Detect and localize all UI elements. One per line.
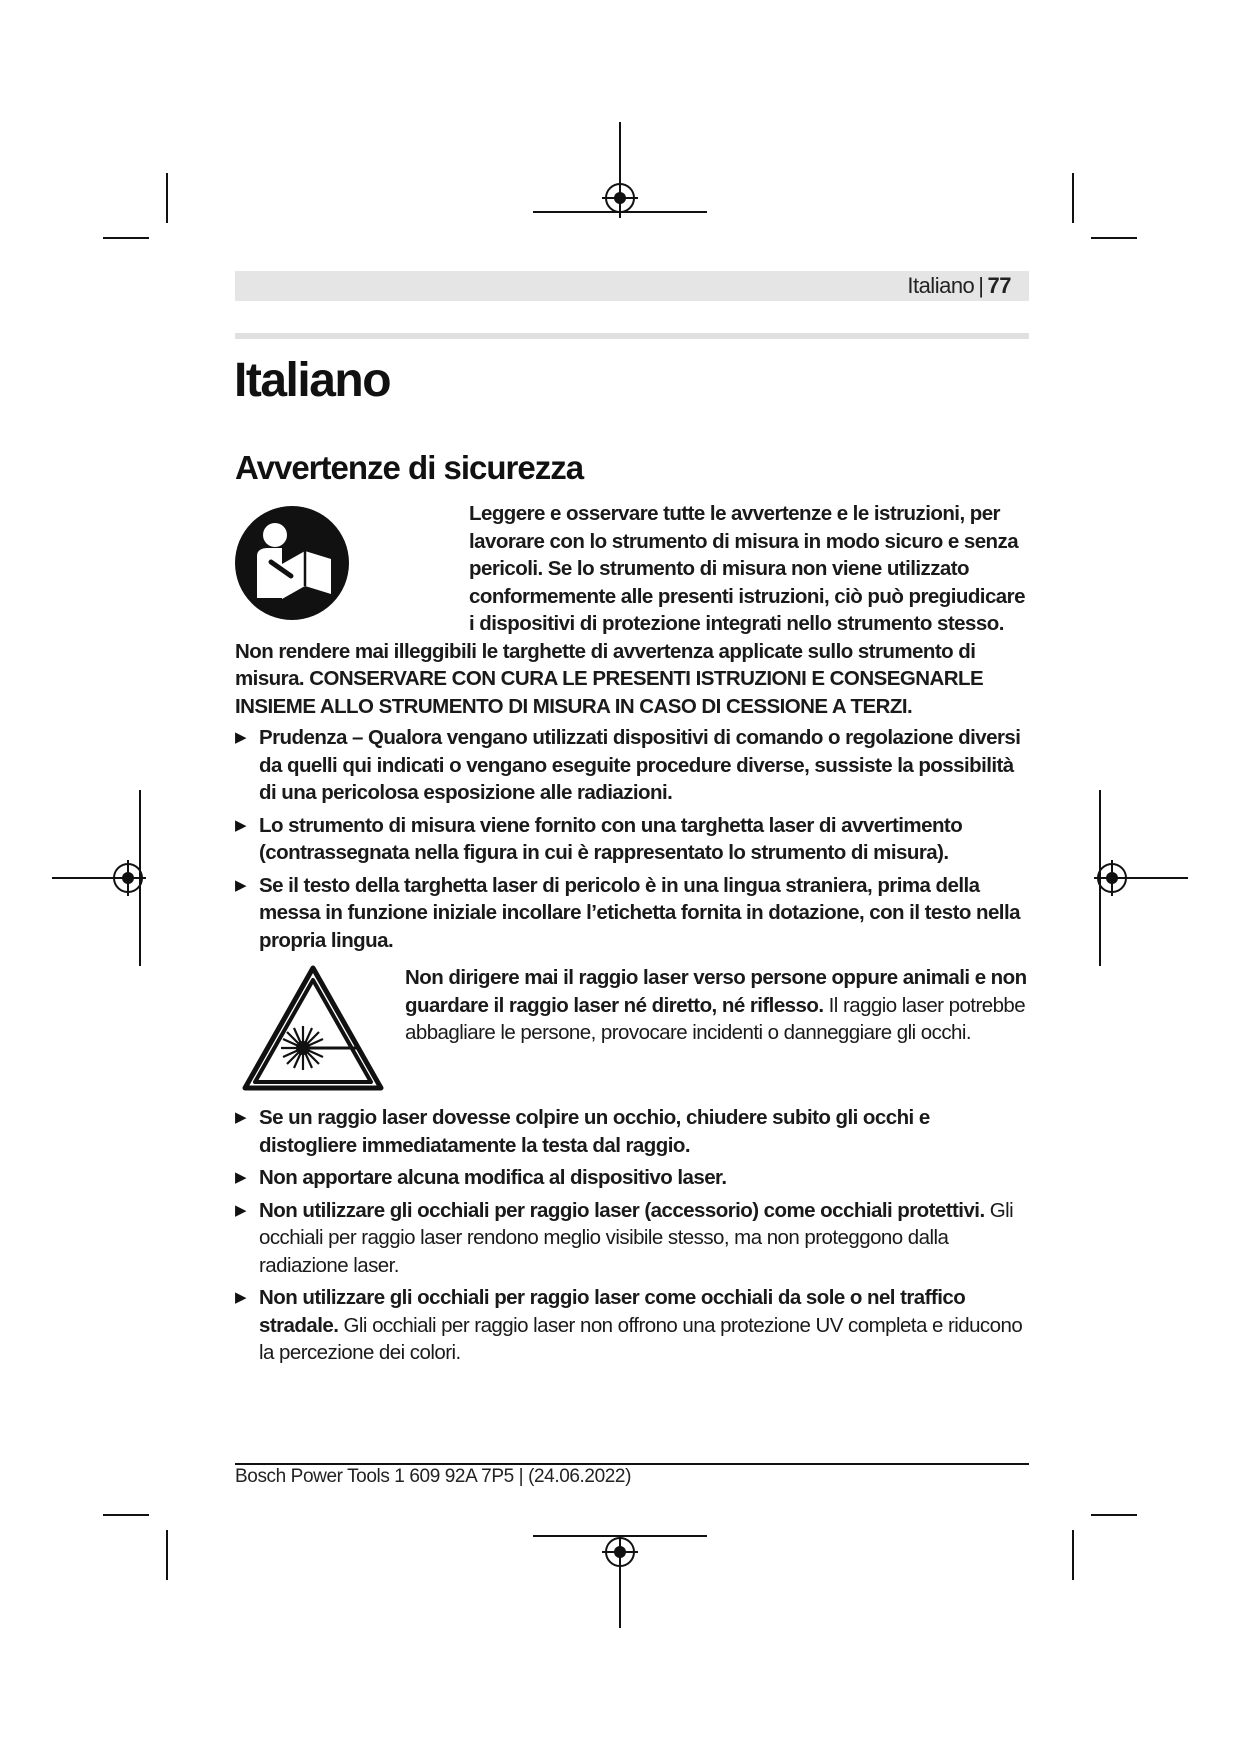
registration-mark-icon (1090, 790, 1200, 966)
crop-mark (103, 1514, 149, 1516)
item-bold: Prudenza – Qualora vengano utilizzati dispositivi di comando o regolazione diversi da quelli qui indicati o vengano eseguite procedure diverse, sussiste la possibilità di una pericolosa esposizione alle radiazioni. (259, 726, 1021, 804)
bullet-arrow-icon: ▶ (235, 1169, 246, 1186)
laser-warning-normal: Il raggio laser potrebbe abbagliare le persone, provocare incidenti o danneggiare gli occhi. (405, 993, 1026, 1044)
bullet-arrow-icon: ▶ (235, 1109, 246, 1126)
item-bold: Se un raggio laser dovesse colpire un occhio, chiudere subito gli occhi e distogliere immediatamente la testa dal raggio. (259, 1106, 930, 1157)
list-item (235, 872, 1029, 955)
intro-paragraph: Leggere e osservare tutte le avvertenze e le istruzioni, per lavorare con lo strumento di misura in modo sicuro e senza pericoli. Se lo strumento di misura non viene utilizzato conformemente alle presenti istruzioni, ciò può pregiudicare i dispositivi di protezione integrati nello strumento stesso. Non rendere mai illeggibili le targhette di avvertenza applicate sullo strumento di misura. CONSERVARE CON CURA LE PRESENTI ISTRUZIONI E CONSEGNARLE INSIEME ALLO STRUMENTO DI MISURA IN CASO DI CESSIONE A TERZI. (235, 502, 1025, 718)
bullet-arrow-icon: ▶ (235, 876, 246, 894)
list-item (235, 812, 1029, 867)
registration-mark-icon (52, 790, 162, 966)
laser-warning-block (235, 964, 1029, 1092)
warning-list-a (235, 724, 1029, 954)
page-title: Italiano (234, 354, 391, 407)
bullet-arrow-icon: ▶ (235, 729, 246, 746)
item-bold: Non apportare alcuna modifica al dispositivo laser. (259, 1166, 727, 1189)
crop-mark (1091, 1514, 1137, 1516)
item-normal: Gli occhiali per raggio laser non offrono una protezione UV completa e riducono la percezione dei colori. (259, 1313, 1023, 1364)
item-normal: Gli occhiali per raggio laser rendono meglio visibile stesso, ma non proteggono dalla radiazione laser. (259, 1198, 1014, 1277)
laser-warning-icon (241, 964, 385, 1092)
header-separator: | (978, 273, 984, 298)
bullet-arrow-icon: ▶ (235, 1289, 246, 1306)
header-language: Italiano (907, 273, 975, 298)
running-header (235, 271, 1029, 301)
bullet-arrow-icon: ▶ (235, 1201, 246, 1219)
crop-mark (1072, 1530, 1074, 1580)
crop-mark (166, 173, 168, 223)
read-manual-icon (235, 506, 349, 620)
item-bold: Non utilizzare gli occhiali per raggio laser (accessorio) come occhiali protettivi. (259, 1198, 985, 1222)
crop-mark (103, 237, 149, 239)
bullet-arrow-icon: ▶ (235, 816, 246, 834)
item-bold: Non utilizzare gli occhiali per raggio laser come occhiali da sole o nel traffico stradale. (259, 1286, 966, 1337)
header-rule (235, 333, 1029, 339)
list-item (235, 1104, 1029, 1159)
footer-rule (235, 1463, 1029, 1465)
page-footer: Bosch Power Tools 1 609 92A 7P5 | (24.06.2022) (235, 1466, 632, 1487)
item-bold: Lo strumento di misura viene fornito con una targhetta laser di avvertimento (contrassegnata nella figura in cui è rappresentato lo strumento di misura). (259, 813, 963, 864)
list-item (235, 724, 1029, 807)
list-item (235, 1197, 1029, 1280)
page-number: 77 (987, 273, 1011, 298)
laser-warning-bold: Non dirigere mai il raggio laser verso persone oppure animali e non guardare il raggio laser né diretto, né riflesso. (405, 966, 1027, 1017)
warning-list-b (235, 1104, 1029, 1367)
crop-mark (1072, 173, 1074, 223)
registration-mark-icon (530, 1530, 710, 1630)
crop-mark (1091, 237, 1137, 239)
section-heading: Avvertenze di sicurezza (235, 449, 584, 486)
crop-mark (166, 1530, 168, 1580)
list-item (235, 1284, 1029, 1367)
section-body (235, 500, 1029, 1372)
list-item (235, 1164, 1029, 1192)
registration-mark-icon (530, 122, 710, 242)
item-bold: Se il testo della targhetta laser di pericolo è in una lingua straniera, prima della messa in funzione iniziale incollare l’etichetta fornita in dotazione, con il testo nella propria lingua. (259, 873, 1020, 952)
